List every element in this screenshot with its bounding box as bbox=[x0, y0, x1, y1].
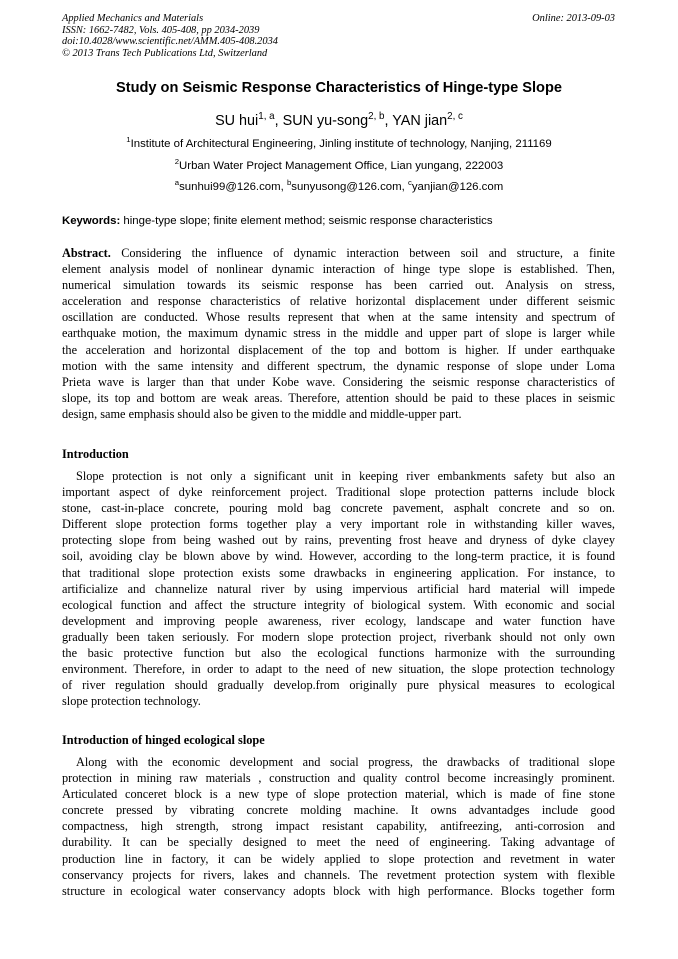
abstract-line: motion with the same intensity and different spectrum, the dynamic response of slope under Loma bbox=[62, 358, 615, 373]
affiliation-mark: 2 bbox=[174, 157, 180, 167]
abstract-line: Prieta wave is larger than that under Kobe wave. Considering the seismic response characteristics of bbox=[62, 374, 615, 389]
paper-title: Study on Seismic Response Characteristics of Hinge-type Slope bbox=[115, 80, 563, 96]
paragraph-line: soil, avoiding clay be blown above by wind. However, according to the long-term practice, it is found bbox=[62, 549, 615, 564]
abstract-line: numerical simulation towards its seismic response has been carried out. Analysis on stress, bbox=[62, 278, 615, 293]
paragraph-line: durability. It can be specially designed to meet the need of engineering. Taking advantage of bbox=[62, 835, 615, 850]
paragraph-line: of river regulation should gradually develop.from originally pure physical measures to ecological bbox=[62, 678, 615, 693]
paragraph-line: important aspect of dyke reinforcement project. Traditional slope protection patterns include block bbox=[62, 485, 615, 500]
paragraph-line: stone, cast-in-place concrete, pouring mold bag concrete pavement, asphalt concrete and so on. bbox=[62, 501, 615, 516]
email-mark: a bbox=[174, 178, 180, 188]
paragraph-line: environment. Therefore, in order to adapt to the need of new situation, the slope protection technology bbox=[62, 662, 615, 677]
section-heading-introduction: Introduction bbox=[62, 447, 129, 461]
author-affiliation-mark: 2, c bbox=[447, 111, 463, 123]
affiliation-2 bbox=[0, 157, 678, 172]
abstract-line: earthquake motion, the maximum dynamic stress in the middle and upper part of slope is larger while bbox=[62, 326, 615, 341]
affiliation-text: Institute of Architectural Engineering, Jinling institute of technology, Nanjing, 211169 bbox=[130, 138, 552, 150]
abstract-line: Abstract. Considering the influence of dynamic interaction between soil and structure, a finite bbox=[62, 246, 615, 260]
copyright-line: © 2013 Trans Tech Publications Ltd, Switzerland bbox=[62, 47, 268, 59]
author-affiliation-mark: 2, b bbox=[368, 111, 385, 123]
keywords bbox=[62, 215, 615, 227]
section-body-introduction bbox=[62, 468, 615, 709]
paragraph-line: production line in factory, it can be widely applied to slope protection and revetment in water bbox=[62, 851, 615, 866]
abstract-label: Abstract. bbox=[62, 246, 111, 260]
abstract-line: element analysis model of nonlinear dynamic interaction of hinge type slope is established. Then, bbox=[62, 262, 615, 277]
email-link[interactable]: yanjian@126.com bbox=[411, 181, 504, 193]
keywords-text: hinge-type slope; finite element method; seismic response characteristics bbox=[123, 215, 493, 227]
paragraph-line: Different slope protection forms together play a very important role in withstanding killer waves, bbox=[62, 517, 615, 532]
paragraph-line: conservancy projects for rivers, lakes and channels. The revetment protection system with flexible bbox=[62, 867, 615, 882]
abstract-line: acceleration and response characteristics of relative horizontal displacement under different seismic bbox=[62, 294, 615, 309]
paragraph-line: the basic protective function but also the ecological functions harmonize with the surrounding bbox=[62, 646, 615, 661]
author-name: SU hui bbox=[215, 113, 259, 129]
abstract-line: slope, its top and bottom are weak areas. Therefore, attention should be paid to these places in seismic bbox=[62, 390, 615, 405]
email-mark: c bbox=[407, 178, 412, 188]
paragraph-line: concrete pressed by vibrating concrete molding machine. It owns advantadges include good bbox=[62, 803, 615, 818]
paragraph-line: that traditional slope protection exists some drawbacks in engineering application. For instance, to bbox=[62, 565, 615, 580]
affiliation-text: Urban Water Project Management Office, Lian yungang, 222003 bbox=[179, 160, 504, 172]
abstract bbox=[62, 245, 615, 422]
email-mark: b bbox=[286, 178, 292, 188]
journal-header bbox=[62, 13, 615, 59]
online-date: Online: 2013-09-03 bbox=[532, 13, 615, 24]
paragraph-line: protecting slope from being washed out by rains, preventing frost heave and dryness of dyke clayey bbox=[62, 533, 615, 548]
journal-name: Applied Mechanics and Materials bbox=[62, 13, 204, 24]
paragraph-line: gradually been taken seriously. For modern slope protection project, riverbank should not only own bbox=[62, 629, 615, 644]
author-name: YAN jian bbox=[392, 113, 448, 129]
abstract-line: oscillation are conducted. Whose results represent that when at the same intensity and spectrum of bbox=[62, 310, 615, 325]
affiliation-1 bbox=[0, 135, 678, 150]
doi-line: doi:10.4028/www.scientific.net/AMM.405-408.2034 bbox=[62, 36, 278, 48]
section-body-hinged-slope bbox=[62, 754, 615, 899]
paragraph-line: ecological function and affect the structure integrity of biological system. With economic and social bbox=[62, 597, 615, 612]
paragraph-line: structure in ecological water conservancy adopts block with high performance. Blocks together form bbox=[62, 883, 615, 898]
author-affiliation-mark: 1, a bbox=[258, 111, 275, 123]
paragraph-line: slope protection technology. bbox=[62, 694, 201, 709]
paragraph-line: protection in mining raw materials , construction and quality control become increasingly prominent. bbox=[62, 771, 615, 786]
paragraph-line: development and improving people awareness, river ecology, landscape and water function have bbox=[62, 613, 615, 628]
email-link[interactable]: sunyusong@126.com bbox=[291, 181, 402, 193]
author-list: SU hui$^{1, a}$, SUN yu-song$^{2, b}$, YAN jian$^{2, c}$ bbox=[215, 111, 463, 129]
abstract-line: the acceleration and horizontal displacement of the top and bottom is higher. If under earthquake bbox=[62, 342, 615, 357]
author-name: SUN yu-song bbox=[282, 113, 369, 129]
keywords-label: Keywords: bbox=[62, 215, 121, 227]
paragraph-line: Slope protection is not only a significant unit in keeping river embankments safety but also an bbox=[76, 469, 615, 483]
paragraph-line: compactness, high strength, strong impact resistant capability, antifreezing, anti-corrosion and bbox=[62, 819, 615, 834]
email-line: $^a$sunhui99@126.com, $^b$sunyusong@126.com, $^c$yanjian@126.com bbox=[174, 178, 504, 193]
email-link[interactable]: sunhui99@126.com bbox=[179, 181, 281, 193]
issn-line: ISSN: 1662-7482, Vols. 405-408, pp 2034-2039 bbox=[62, 24, 260, 36]
abstract-line: design, same emphasis should also be given to the middle and middle-upper part. bbox=[62, 406, 462, 421]
affiliation-mark: 1 bbox=[126, 135, 131, 145]
section-heading-hinged-slope: Introduction of hinged ecological slope bbox=[62, 733, 265, 747]
paragraph-line: Along with the economic development and social progress, the drawbacks of traditional slope bbox=[76, 755, 615, 769]
paragraph-line: artificialize and channelize natural river by using impervious artificial hard material will impede bbox=[62, 581, 615, 596]
paragraph-line: Articulated conceret block is a new type of slope protection material, which is made of fine stone bbox=[62, 787, 615, 802]
